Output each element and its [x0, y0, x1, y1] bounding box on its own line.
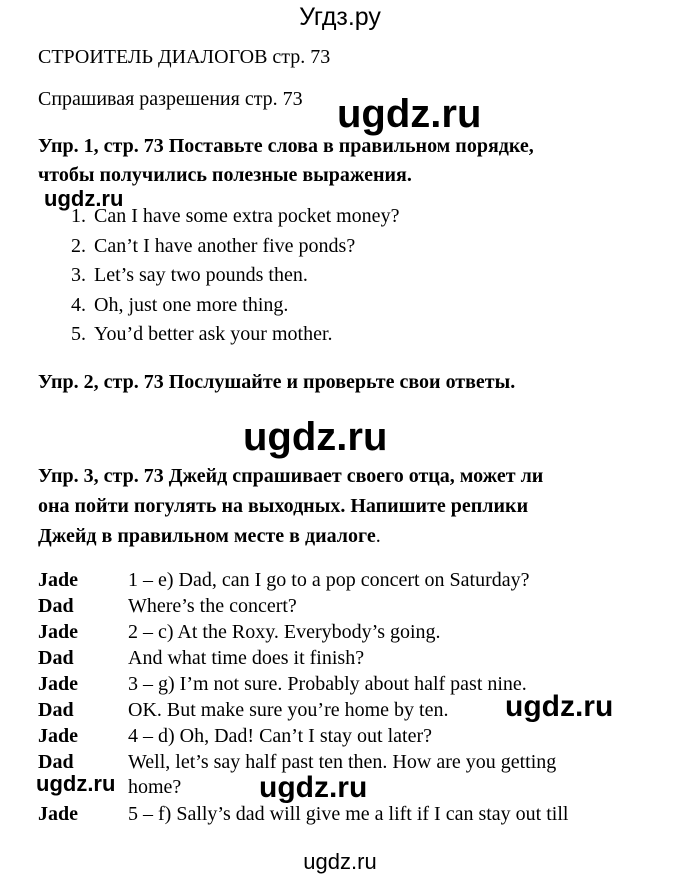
section-title: СТРОИТЕЛЬ ДИАЛОГОВ стр. 73 — [38, 46, 331, 68]
speaker: Dad — [38, 647, 74, 669]
list-item — [38, 293, 399, 323]
exercise2-title: Упр. 2, стр. 73 Послушайте и проверьте свои ответы. — [38, 371, 516, 393]
item-text: Can I have some extra pocket money? — [94, 205, 400, 227]
item-number: 1. — [71, 205, 86, 227]
speaker: Jade — [38, 673, 78, 695]
item-number: 5. — [71, 323, 86, 345]
item-text: You’d better ask your mother. — [94, 323, 333, 345]
speaker: Jade — [38, 569, 78, 591]
speech: home? — [128, 776, 182, 798]
speaker: Dad — [38, 595, 74, 617]
item-number: 4. — [71, 293, 86, 316]
exercise1-title: Упр. 1, стр. 73 Поставьте слова в правильном порядке, — [38, 135, 534, 157]
exercise3-title-period: . — [375, 525, 381, 547]
speaker: Jade — [38, 621, 78, 643]
watermark: ugdz.ru — [44, 186, 124, 211]
watermark: ugdz.ru — [505, 690, 614, 723]
exercise3-title-line1: Упр. 3, стр. 73 Джейд спрашивает своего отца, может ли — [38, 465, 544, 487]
speech: 1 – e) Dad, can I go to a pop concert on Saturday? — [128, 569, 530, 591]
item-text: Let’s say two pounds then. — [94, 264, 308, 286]
speaker: Jade — [38, 803, 78, 825]
exercise3-title-line3 — [38, 524, 381, 548]
phrase-list — [38, 204, 399, 352]
item-number: 3. — [71, 264, 86, 286]
speaker: Jade — [38, 725, 78, 747]
site-header: Угдз.ру — [299, 3, 381, 31]
speech: 2 – c) At the Roxy. Everybody’s going. — [128, 621, 441, 643]
watermark: ugdz.ru — [243, 415, 388, 459]
speaker: Dad — [38, 699, 74, 721]
watermark: ugdz.ru — [36, 771, 116, 796]
item-text: Can’t I have another five ponds? — [94, 234, 356, 257]
item-number: 2. — [71, 234, 86, 257]
list-item — [38, 263, 399, 293]
list-item — [38, 322, 399, 352]
speech: 4 – d) Oh, Dad! Can’t I stay out later? — [128, 725, 432, 747]
speech: 5 – f) Sally’s dad will give me a lift if I can stay out till — [128, 803, 569, 825]
speech: 3 – g) I’m not sure. Probably about half past nine. — [128, 673, 527, 695]
exercise1-title-line2: чтобы получились полезные выражения. — [38, 164, 412, 186]
speech: Well, let’s say half past ten then. How are you getting — [128, 751, 557, 773]
speech: And what time does it finish? — [128, 647, 365, 669]
exercise3-title-line2: она пойти погулять на выходных. Напишите реплики — [38, 495, 529, 517]
watermark: ugdz.ru — [337, 92, 482, 136]
speaker: Dad — [38, 751, 74, 773]
item-text: Oh, just one more thing. — [94, 293, 289, 316]
subsection-title: Спрашивая разрешения стр. 73 — [38, 88, 303, 110]
speech: Where’s the concert? — [128, 595, 297, 617]
site-footer: ugdz.ru — [303, 849, 377, 874]
speech: OK. But make sure you’re home by ten. — [128, 699, 449, 721]
watermark: ugdz.ru — [259, 771, 368, 804]
list-item — [38, 234, 399, 264]
exercise3-title-line3-text: Джейд в правильном месте в диалоге — [38, 525, 376, 547]
